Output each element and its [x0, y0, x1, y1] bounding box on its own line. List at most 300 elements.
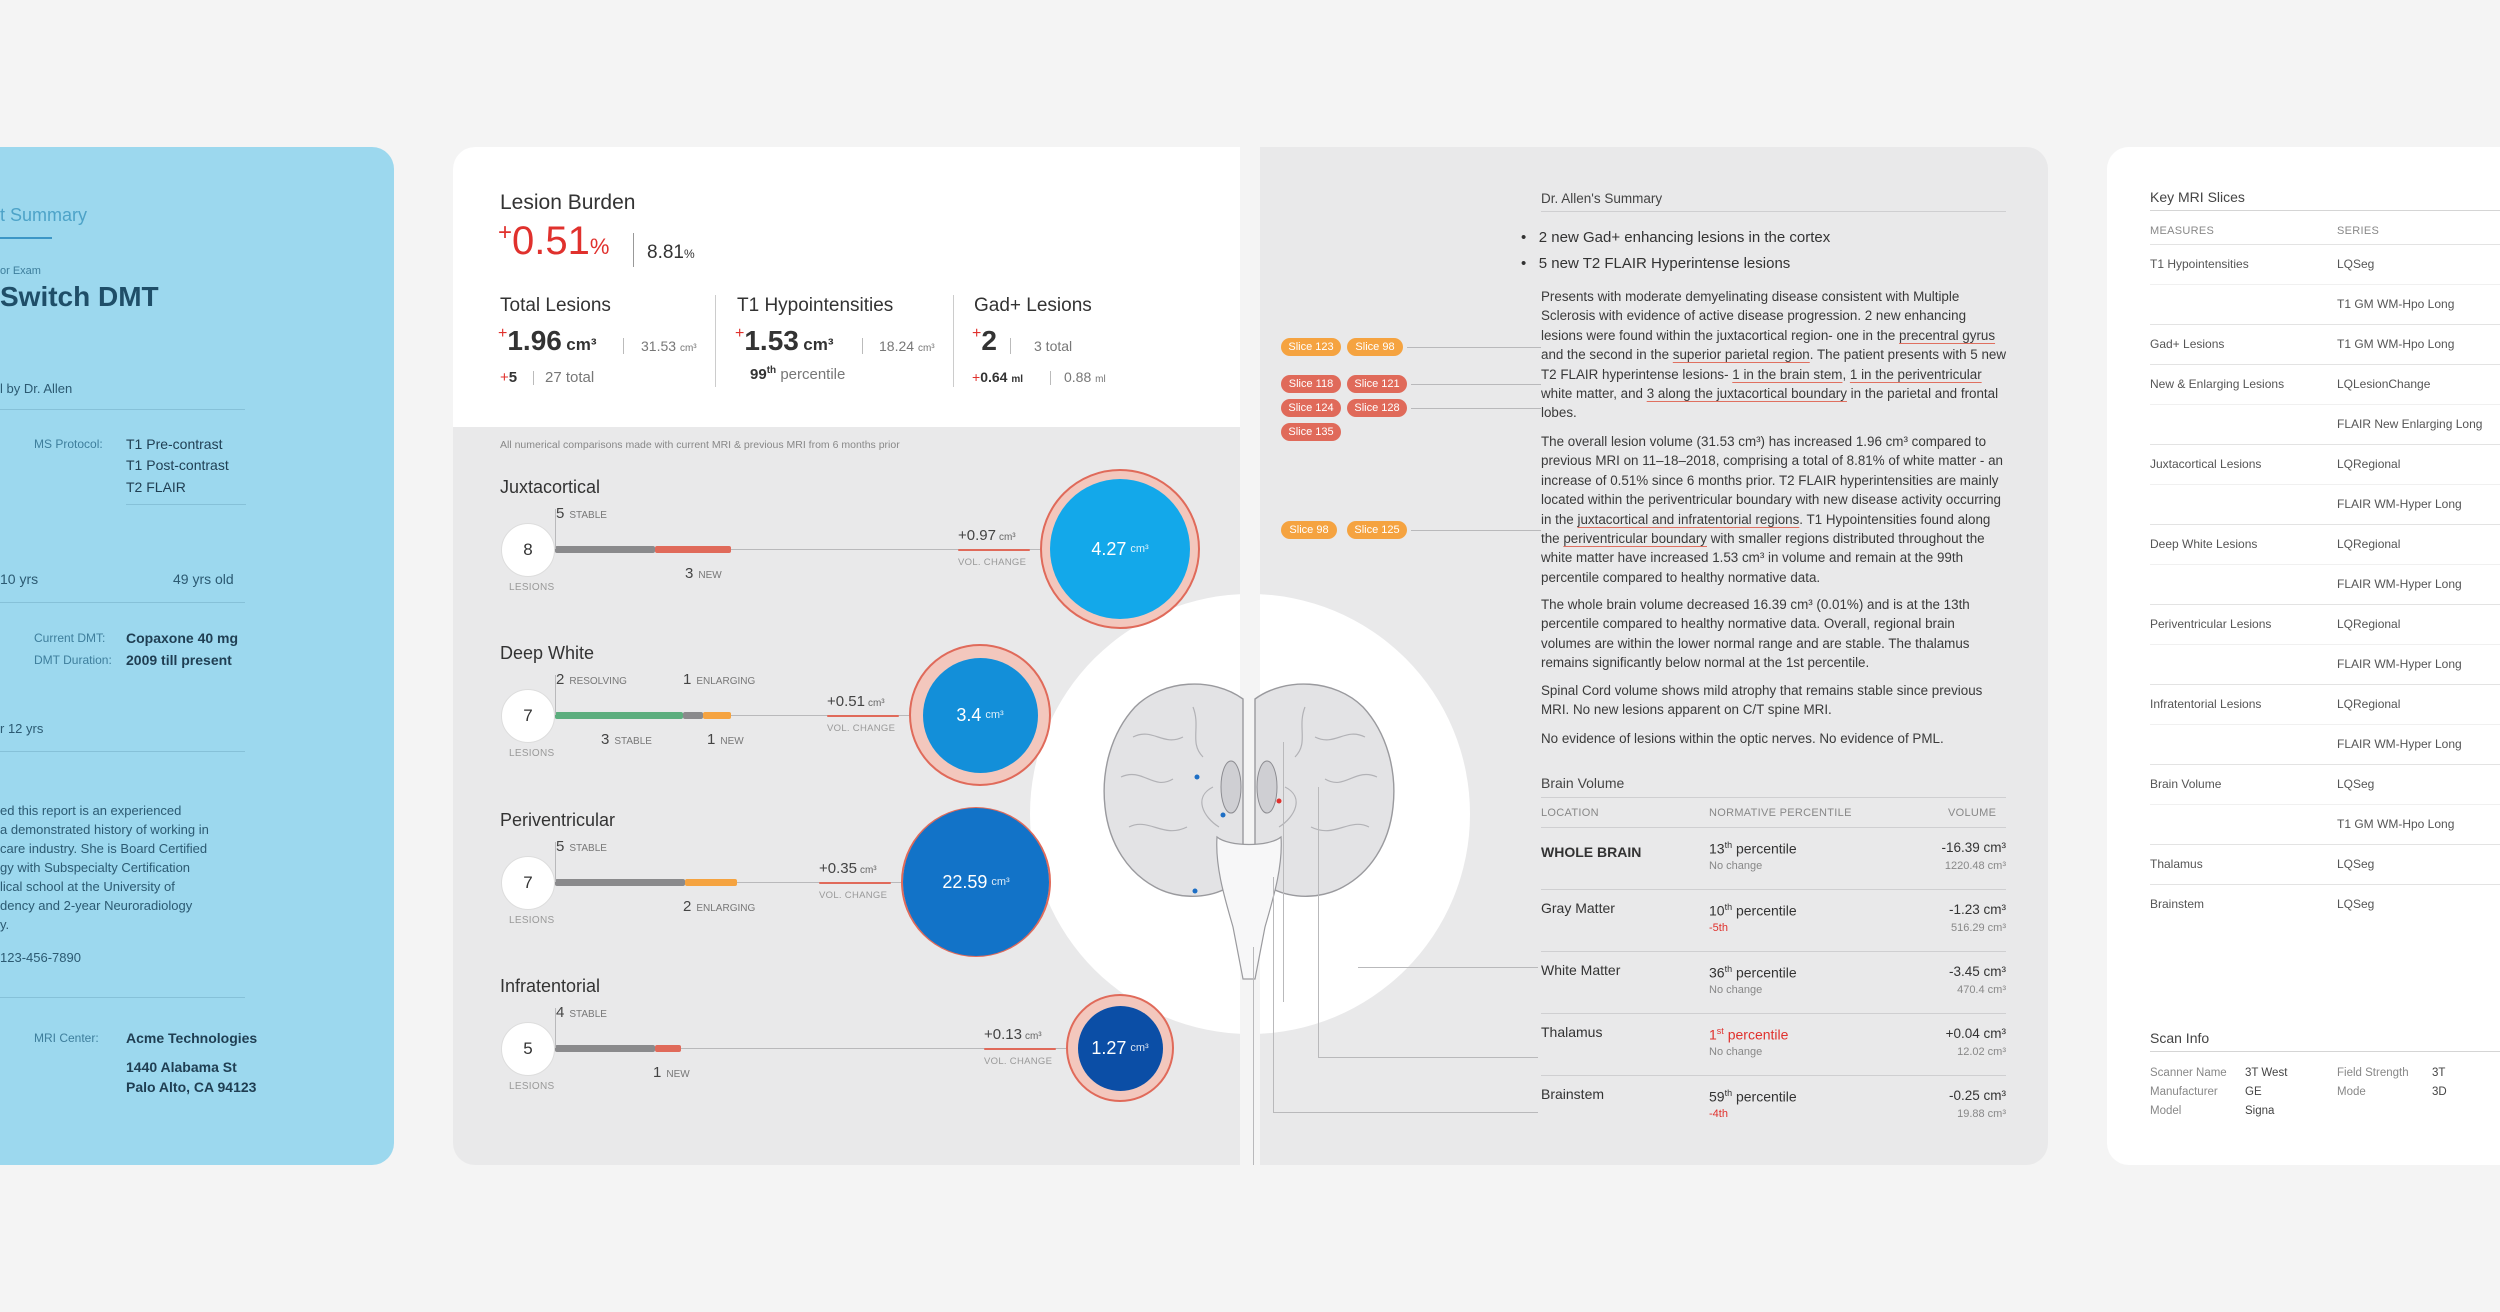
key-slice-row[interactable] — [2150, 604, 2500, 644]
brain-illustration — [1093, 667, 1403, 987]
series: LQLesionChange — [2337, 377, 2431, 391]
percentile-change: -4th — [1709, 1108, 1728, 1120]
scan-info-value: GE — [2245, 1086, 2262, 1098]
divider — [0, 997, 245, 998]
series: LQSeg — [2337, 897, 2375, 911]
stat-sub-rest: percentile — [780, 366, 846, 383]
divider — [1541, 797, 2006, 798]
measure: Brain Volume — [2150, 777, 2222, 791]
key-slice-row[interactable] — [2150, 364, 2500, 404]
brain-volume-row — [1541, 1013, 2006, 1075]
address-line: 1440 Alabama St — [126, 1059, 237, 1075]
leader-line — [1318, 787, 1319, 1057]
percentile-change: No change — [1709, 984, 1763, 996]
mri-center-name: Acme Technologies — [126, 1030, 258, 1046]
bio-line: care industry. She is Board Certified — [0, 841, 208, 856]
vol-change-label: VOL. CHANGE — [827, 723, 896, 734]
volume-total: 1220.48 cm³ — [1944, 860, 2006, 872]
stat-sub-rest: 27 total — [545, 369, 595, 386]
brain-volume-row — [1541, 951, 2006, 1013]
lesion-bar-segment — [555, 712, 683, 719]
summary-paragraph: Presents with moderate demyelinating disease consistent with Multiple Sclerosis with evidence of active disease progression. 2 new enhancing lesions were found within the juxtacortical region- one in the precentral gyrus and the second in the superior parietal region. The patient presents with 5 new T2 FLAIR hyperintense lesions- 1 in the brain stem, 1 in the periventricular white matter, and 3 along the juxtacortical boundary in the parietal and frontal lobes. — [1541, 289, 2007, 421]
vol-change-value: +0.13 — [984, 1026, 1022, 1043]
lesion-marker — [1193, 889, 1198, 894]
series: FLAIR WM-Hyper Long — [2337, 737, 2462, 751]
series: LQSeg — [2337, 257, 2375, 271]
lesion-bar-segment — [683, 712, 703, 719]
age: 49 yrs old — [173, 571, 234, 587]
plus-sign: + — [498, 219, 513, 246]
volume-ring[interactable] — [1040, 469, 1200, 629]
lesion-bar-segment — [655, 1045, 681, 1052]
volume-ring[interactable] — [1066, 994, 1174, 1102]
stat-unit: cm³ — [803, 335, 834, 354]
protocol-item: T1 Pre-contrast — [126, 436, 223, 452]
bar-label-top — [556, 838, 607, 856]
stat-value: 1.96 — [507, 325, 562, 356]
burden-total-value: 8.81 — [647, 242, 684, 263]
percentile: 10th percentile — [1709, 902, 1797, 919]
location: Gray Matter — [1541, 900, 1615, 916]
slice-pill[interactable]: Slice 124 — [1281, 399, 1341, 417]
volume-unit: cm³ — [985, 709, 1004, 721]
stat-sub-value: 99 — [750, 366, 767, 383]
series: FLAIR WM-Hyper Long — [2337, 577, 2462, 591]
signed-by: l by Dr. Allen — [0, 381, 73, 396]
lesion-burden-change — [498, 219, 609, 264]
scan-info-label: Scanner Name — [2150, 1067, 2227, 1079]
bar-label-top — [683, 671, 755, 689]
comparison-footnote: All numerical comparisons made with current MRI & previous MRI from 6 months prior — [500, 439, 900, 451]
stat-value-row — [972, 325, 997, 357]
vol-change — [984, 1026, 1042, 1044]
slice-pill[interactable]: Slice 118 — [1281, 375, 1341, 393]
count: 3 — [685, 565, 694, 582]
lesion-marker — [1221, 813, 1226, 818]
volume-unit: cm³ — [1130, 543, 1149, 555]
lesion-bar-segment — [655, 546, 731, 553]
location: Thalamus — [1541, 1024, 1603, 1040]
percentile-change: No change — [1709, 1046, 1763, 1058]
vol-change-underline — [984, 1048, 1056, 1050]
divider — [0, 602, 245, 603]
lesion-bar-segment — [555, 1045, 655, 1052]
series: LQRegional — [2337, 457, 2401, 471]
lesion-count-badge: 7 — [501, 856, 555, 910]
vol-change-label: VOL. CHANGE — [819, 890, 888, 901]
column-header: SERIES — [2337, 225, 2380, 237]
stat-value: 2 — [981, 325, 997, 356]
percentile: 59th percentile — [1709, 1088, 1797, 1105]
volume-change: -16.39 cm³ — [1941, 840, 2006, 855]
divider — [0, 409, 245, 410]
bar-label-bottom — [685, 565, 722, 583]
state: STABLE — [569, 1009, 607, 1020]
stat-sub-sup: th — [766, 365, 777, 376]
bar-label-top — [556, 1004, 607, 1022]
volume-total: 516.29 cm³ — [1950, 922, 2006, 934]
scan-info-title: Scan Info — [2150, 1030, 2210, 1046]
title-underline — [0, 237, 52, 239]
brain-volume-row — [1541, 827, 2006, 889]
lesion-marker — [1195, 775, 1200, 780]
volume-circle — [1078, 1006, 1163, 1091]
scan-info-value: 3T West — [2245, 1067, 2288, 1079]
protocol-label: MS Protocol: — [34, 437, 103, 451]
leader-line — [1318, 1057, 1538, 1058]
bar-label-bottom — [653, 1064, 690, 1082]
vol-change-label: VOL. CHANGE — [984, 1056, 1053, 1067]
key-slice-row[interactable] — [2150, 484, 2500, 524]
summary-title: Dr. Allen's Summary — [1541, 191, 1663, 206]
key-slice-row[interactable] — [2150, 444, 2500, 484]
plus-sign: + — [735, 325, 745, 342]
vol-change-unit: cm³ — [859, 865, 877, 876]
percentile: 36th percentile — [1709, 964, 1797, 981]
location: White Matter — [1541, 962, 1621, 978]
lesion-bar-segment — [685, 879, 737, 886]
volume-total: 19.88 cm³ — [1957, 1108, 2006, 1120]
percentile: 1st percentile — [1709, 1026, 1789, 1043]
current-dmt-value: Copaxone 40 mg — [126, 630, 239, 646]
stat-sub-rest-unit: ml — [1095, 374, 1106, 385]
report-card — [453, 147, 2048, 1165]
bar-label-bottom — [601, 731, 652, 749]
key-slice-row[interactable] — [2150, 564, 2500, 604]
vol-change-unit: cm³ — [867, 698, 885, 709]
count: 1 — [707, 731, 716, 748]
key-slice-row[interactable] — [2150, 804, 2500, 844]
count: 5 — [556, 505, 565, 522]
key-slice-row[interactable] — [2150, 724, 2500, 764]
bullet-icon: • — [1521, 229, 1527, 246]
leader-line — [1411, 530, 1541, 531]
bar-label-bottom — [683, 898, 755, 916]
slice-pill[interactable]: Slice 128 — [1347, 399, 1407, 417]
divider — [862, 338, 863, 354]
dmt-duration-label: DMT Duration: — [34, 653, 112, 667]
bar-label-top — [556, 505, 607, 523]
slice-pill[interactable]: Slice 125 — [1347, 521, 1407, 539]
vol-change — [958, 527, 1016, 545]
leader-line — [1283, 742, 1284, 1002]
measure: Juxtacortical Lesions — [2150, 457, 2262, 471]
region-title: Infratentorial — [500, 976, 601, 996]
slice-pill[interactable]: Slice 123 — [1281, 338, 1341, 356]
state: RESOLVING — [569, 676, 627, 687]
scan-info-label: Manufacturer — [2150, 1086, 2218, 1098]
plus-sign: + — [972, 369, 981, 385]
column-header: VOLUME — [1948, 807, 1997, 819]
vol-change-underline — [819, 882, 891, 884]
brain-volume-title: Brain Volume — [1541, 775, 1625, 791]
measure: Periventricular Lesions — [2150, 617, 2272, 631]
vol-change-value: +0.51 — [827, 693, 865, 710]
count: 5 — [556, 838, 565, 855]
leader-line — [1407, 347, 1541, 348]
series: LQRegional — [2337, 617, 2401, 631]
count: 4 — [556, 1004, 565, 1021]
volume-value: 1.27 — [1091, 1037, 1127, 1058]
leader-line — [1253, 947, 1254, 1165]
bullet-icon: • — [1521, 255, 1527, 272]
vol-change-value: +0.35 — [819, 860, 857, 877]
measure: T1 Hypointensities — [2150, 257, 2249, 271]
lesions-label: LESIONS — [509, 748, 555, 759]
stat-sub-rest-value: 0.88 — [1064, 369, 1092, 385]
stat-sub — [972, 369, 1023, 385]
vol-change-unit: cm³ — [1024, 1031, 1042, 1042]
lesion-bar-segment — [555, 546, 655, 553]
plus-sign: + — [498, 325, 508, 342]
bar-label-top — [556, 671, 627, 689]
protocol-item: T1 Post-contrast — [126, 457, 229, 473]
vol-change-label: VOL. CHANGE — [958, 557, 1027, 568]
key-slice-row[interactable] — [2150, 684, 2500, 724]
leader-line — [1273, 1112, 1538, 1113]
stat-title: Gad+ Lesions — [974, 295, 1092, 316]
headline: Switch DMT — [0, 281, 159, 312]
series: T1 GM WM-Hpo Long — [2337, 337, 2455, 351]
address-line: Palo Alto, CA 94123 — [126, 1079, 257, 1095]
lesion-marker — [1277, 799, 1282, 804]
scan-info-label: Model — [2150, 1105, 2182, 1117]
bio-line: gy with Subspecialty Certification — [0, 860, 191, 875]
state: STABLE — [569, 510, 607, 521]
lesion-count-badge: 7 — [501, 689, 555, 743]
divider — [2150, 1051, 2500, 1052]
brain-volume-row — [1541, 889, 2006, 951]
volume-ring[interactable] — [909, 644, 1051, 786]
divider — [953, 295, 954, 387]
measure: New & Enlarging Lesions — [2150, 377, 2285, 391]
burden-total-unit: % — [683, 247, 695, 261]
plus-sign: + — [972, 325, 982, 342]
location: WHOLE BRAIN — [1541, 844, 1642, 860]
column-header: MEASURES — [2150, 225, 2215, 237]
bio-line: lical school at the University of — [0, 879, 175, 894]
vol-change-value: +0.97 — [958, 527, 996, 544]
stat-prev-unit: cm³ — [917, 343, 935, 354]
lesions-label: LESIONS — [509, 582, 555, 593]
stat-sub-rest — [1064, 369, 1106, 385]
count: 3 — [601, 731, 610, 748]
leader-line — [1358, 967, 1538, 968]
count: 2 — [556, 671, 565, 688]
count: 2 — [683, 898, 692, 915]
volume-change: -1.23 cm³ — [1948, 902, 2006, 917]
mri-center-label: MRI Center: — [34, 1031, 99, 1045]
summary-bullet — [1521, 255, 1790, 272]
volume-unit: cm³ — [1130, 1042, 1149, 1054]
bio-line: ed this report is an experienced — [0, 803, 182, 818]
bar-label-bottom — [707, 731, 744, 749]
key-slice-row[interactable] — [2150, 644, 2500, 684]
column-header: LOCATION — [1541, 807, 1599, 819]
slice-pill[interactable]: Slice 98 — [1281, 521, 1337, 539]
phone[interactable]: 123-456-7890 — [0, 950, 81, 965]
location: Brainstem — [1541, 1086, 1605, 1102]
series: T1 GM WM-Hpo Long — [2337, 817, 2455, 831]
summary-paragraph: Spinal Cord volume shows mild atrophy that remains stable since previous MRI. No new lesions apparent on C/T spine MRI. — [1541, 683, 1983, 718]
percentile-change: -5th — [1709, 922, 1728, 934]
summary-bullet — [1521, 229, 1830, 246]
series: LQRegional — [2337, 537, 2401, 551]
experience: r 12 yrs — [0, 721, 44, 736]
volume-value: 3.4 — [956, 704, 982, 725]
slice-pill[interactable]: Slice 98 — [1347, 338, 1403, 356]
lesion-burden-total — [647, 242, 695, 264]
plus-sign: + — [500, 369, 509, 386]
divider — [533, 371, 534, 385]
leader-line — [1273, 877, 1274, 1112]
slice-pill[interactable]: Slice 135 — [1281, 423, 1341, 441]
volume-total: 470.4 cm³ — [1957, 984, 2006, 996]
divider — [1010, 338, 1011, 354]
slice-pill[interactable]: Slice 121 — [1347, 375, 1407, 393]
stat-prev-value: 31.53 — [641, 338, 677, 354]
stat-prev-unit: cm³ — [679, 343, 697, 354]
section-title: t Summary — [0, 205, 88, 225]
dmt-duration-value: 2009 till present — [126, 652, 232, 668]
lesion-bar-segment — [555, 879, 685, 886]
count: 1 — [653, 1064, 662, 1081]
lesions-label: LESIONS — [509, 1081, 555, 1092]
bio-line: a demonstrated history of working in — [0, 822, 209, 837]
stat-prev — [879, 338, 935, 354]
key-slice-row[interactable] — [2150, 284, 2500, 324]
percentile-change: No change — [1709, 860, 1763, 872]
current-dmt-label: Current DMT: — [34, 631, 106, 645]
divider — [0, 751, 245, 752]
patient-summary-panel — [0, 147, 394, 1165]
bio-line: dency and 2-year Neuroradiology — [0, 898, 193, 913]
scan-info-label: Mode — [2337, 1086, 2366, 1098]
measure: Gad+ Lesions — [2150, 337, 2225, 351]
key-slice-row[interactable] — [2150, 244, 2500, 284]
stat-prev: 3 total — [1034, 338, 1073, 354]
percentile: 13th percentile — [1709, 840, 1797, 857]
lesion-count-badge: 5 — [501, 1022, 555, 1076]
state: ENLARGING — [696, 676, 756, 687]
volume-change: +0.04 cm³ — [1945, 1026, 2006, 1041]
divider — [633, 233, 634, 267]
volume-unit: cm³ — [991, 876, 1010, 888]
summary-bullet-text: 2 new Gad+ enhancing lesions in the cortex — [1538, 229, 1831, 246]
bio-line: y. — [0, 917, 10, 932]
state: NEW — [720, 736, 744, 747]
vol-change — [819, 860, 877, 878]
series: LQRegional — [2337, 697, 2401, 711]
key-slice-row[interactable] — [2150, 844, 2500, 884]
summary-paragraph: The whole brain volume decreased 16.39 cm³ (0.01%) and is at the 13th percentile compared to healthy normative data. Overall, regional brain volumes are within the lower normal range and are stable. The thalamus remains significantly below normal at the 1st percentile. — [1541, 597, 1970, 671]
summary-paragraph: No evidence of lesions within the optic nerves. No evidence of PML. — [1541, 731, 1944, 746]
region-title: Deep White — [500, 643, 595, 663]
count: 1 — [683, 671, 692, 688]
region-title: Juxtacortical — [500, 477, 601, 497]
measure: Brainstem — [2150, 897, 2205, 911]
stat-title: T1 Hypointensities — [737, 295, 894, 316]
scan-info-value: Signa — [2245, 1105, 2275, 1117]
page-fold — [1240, 147, 1260, 1165]
measure: Thalamus — [2150, 857, 2203, 871]
leader-line — [1411, 384, 1541, 385]
scan-info-label: Field Strength — [2337, 1067, 2409, 1079]
divider — [1541, 211, 2006, 212]
volume-ring[interactable] — [901, 807, 1051, 957]
volume-circle — [923, 658, 1038, 773]
lesion-bar-segment — [703, 712, 731, 719]
state: STABLE — [569, 843, 607, 854]
vol-change-underline — [827, 715, 899, 717]
vol-change-unit: cm³ — [998, 532, 1016, 543]
stat-sub-value: 5 — [508, 369, 518, 386]
series: LQSeg — [2337, 777, 2375, 791]
duration: 10 yrs — [0, 571, 39, 587]
column-header: NORMATIVE PERCENTILE — [1709, 807, 1852, 819]
key-slice-row[interactable] — [2150, 524, 2500, 564]
stat-sub — [500, 369, 517, 386]
summary-paragraph: The overall lesion volume (31.53 cm³) has increased 1.96 cm³ compared to previous MRI on 11–18–2018, comprising a total of 8.81% of white matter - an increase of 0.51% since 6 months prior. T2 FLAIR hyperintensities are mainly located within the periventricular boundary with new disease activity occurring in the juxtacortical and infratentorial regions. T1 Hypointensities found along the periventricular boundary with smaller regions distributed throughout the white matter have increased 1.53 cm³ in volume and remain at the 99th percentile compared to healthy normative data. — [1541, 434, 2003, 585]
stat-sub — [750, 365, 845, 383]
lesion-burden-title: Lesion Burden — [500, 191, 636, 214]
stat-value-row — [735, 325, 834, 357]
divider — [715, 295, 716, 387]
series: FLAIR New Enlarging Long — [2337, 417, 2483, 431]
series: T1 GM WM-Hpo Long — [2337, 297, 2455, 311]
region-title: Periventricular — [500, 810, 616, 830]
volume-value: 4.27 — [1091, 538, 1127, 559]
stat-title: Total Lesions — [500, 295, 611, 316]
scan-info-value: 3T — [2432, 1067, 2446, 1079]
divider — [126, 504, 246, 505]
stat-sub-unit: ml — [1011, 374, 1023, 385]
measure: Deep White Lesions — [2150, 537, 2258, 551]
vol-change — [827, 693, 885, 711]
stat-value-row — [498, 325, 597, 357]
volume-change: -0.25 cm³ — [1948, 1088, 2006, 1103]
summary-bullet-text: 5 new T2 FLAIR Hyperintense lesions — [1538, 255, 1791, 272]
divider — [2150, 210, 2500, 211]
protocol-item: T2 FLAIR — [126, 479, 186, 495]
volume-circle — [1050, 479, 1190, 619]
state: STABLE — [614, 736, 652, 747]
burden-change-value: 0.51 — [512, 219, 590, 263]
key-slice-row[interactable] — [2150, 404, 2500, 444]
key-slice-row[interactable] — [2150, 884, 2500, 924]
divider — [1050, 371, 1051, 385]
state: ENLARGING — [696, 903, 756, 914]
volume-change: -3.45 cm³ — [1948, 964, 2006, 979]
lesion-count-badge: 8 — [501, 523, 555, 577]
scan-info-value: 3D — [2432, 1086, 2447, 1098]
stat-unit: cm³ — [566, 335, 597, 354]
lesions-label: LESIONS — [509, 915, 555, 926]
state: NEW — [698, 570, 722, 581]
series: LQSeg — [2337, 857, 2375, 871]
key-slices-title: Key MRI Slices — [2150, 189, 2245, 205]
stat-prev-value: 18.24 — [879, 338, 915, 354]
series: FLAIR WM-Hyper Long — [2337, 657, 2462, 671]
divider — [623, 338, 624, 354]
state: NEW — [666, 1069, 690, 1080]
key-slice-row[interactable] — [2150, 764, 2500, 804]
stat-prev — [641, 338, 697, 354]
stat-sub-value: 0.64 — [980, 369, 1008, 385]
volume-value: 22.59 — [942, 871, 988, 892]
key-slice-row[interactable] — [2150, 324, 2500, 364]
leader-line — [1411, 408, 1541, 409]
